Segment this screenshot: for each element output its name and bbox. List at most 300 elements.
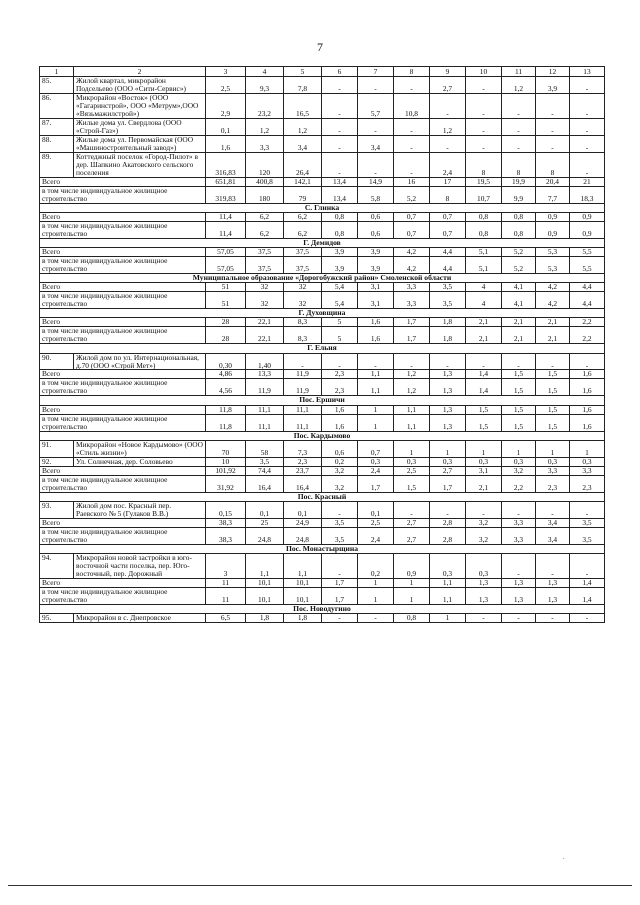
value-cell: 2,7 [394, 527, 430, 544]
value-cell: 37,5 [284, 257, 322, 274]
total-row [40, 248, 605, 257]
value-cell: 1,8 [430, 318, 466, 327]
value-cell: 0,1 [246, 501, 284, 518]
individual-housing-label: в том числе индивидуальное жилищное строительство [40, 292, 206, 309]
individual-housing-label: в том числе индивидуальное жилищное строительство [40, 257, 206, 274]
value-cell: 6,2 [246, 221, 284, 238]
value-cell: - [466, 118, 502, 135]
value-cell: 57,05 [206, 257, 246, 274]
column-number-header: 4 [246, 67, 284, 77]
value-cell: 1,2 [394, 379, 430, 396]
value-cell: 11 [206, 587, 246, 604]
section-header-row [40, 604, 605, 613]
value-cell: 3,1 [466, 466, 502, 475]
value-cell: 11,9 [284, 379, 322, 396]
value-cell: 0,1 [358, 501, 394, 518]
value-cell: - [358, 353, 394, 370]
value-cell: 2,1 [466, 327, 502, 344]
value-cell: 32 [284, 283, 322, 292]
value-cell: - [430, 93, 466, 118]
value-cell: 1 [536, 440, 570, 457]
value-cell: - [394, 118, 430, 135]
value-cell: 4,4 [430, 257, 466, 274]
value-cell: - [570, 353, 605, 370]
value-cell: 0,7 [394, 212, 430, 221]
value-cell: 2,7 [430, 466, 466, 475]
value-cell: 0,8 [322, 212, 358, 221]
value-cell: 1,3 [466, 578, 502, 587]
value-cell: 3,9 [322, 248, 358, 257]
value-cell: 18,3 [570, 186, 605, 203]
value-cell: 1 [466, 440, 502, 457]
value-cell: 0,1 [284, 501, 322, 518]
value-cell: 400,8 [246, 177, 284, 186]
value-cell: 5,2 [394, 186, 430, 203]
value-cell: - [466, 135, 502, 152]
individual-housing-row [40, 221, 605, 238]
section-header-row [40, 344, 605, 353]
object-name: Ул. Солнечная, дер. Соловьево [74, 457, 206, 466]
value-cell: 0,8 [394, 614, 430, 623]
value-cell: 1,6 [570, 370, 605, 379]
table-row [40, 457, 605, 466]
value-cell: 11,1 [246, 414, 284, 431]
section-title: Пос. Ершичи [40, 396, 605, 405]
object-name: Микрорайон в с. Днепровское [74, 614, 206, 623]
value-cell: - [322, 77, 358, 94]
column-number-header: 2 [74, 67, 206, 77]
value-cell: 2,1 [466, 475, 502, 492]
value-cell: - [570, 553, 605, 578]
value-cell: 1,2 [246, 118, 284, 135]
value-cell: 2,1 [536, 327, 570, 344]
value-cell: 1,6 [570, 379, 605, 396]
value-cell: 14,9 [358, 177, 394, 186]
value-cell: 1,5 [536, 405, 570, 414]
total-label: Всего [40, 578, 206, 587]
value-cell: 28 [206, 318, 246, 327]
value-cell: - [502, 93, 536, 118]
object-name: Микрорайон «Восток» (ООО «Гагаринстрой», ООО «Метрум»,ООО «Вязьмажилстрой») [74, 93, 206, 118]
value-cell: 0,6 [358, 212, 394, 221]
value-cell: - [394, 77, 430, 94]
value-cell: 3,5 [322, 518, 358, 527]
value-cell: - [466, 353, 502, 370]
value-cell: 2,8 [430, 518, 466, 527]
section-header-row [40, 431, 605, 440]
value-cell: 3,9 [536, 77, 570, 94]
value-cell: 16,4 [284, 475, 322, 492]
value-cell: 1,6 [358, 318, 394, 327]
value-cell: 0,8 [322, 221, 358, 238]
value-cell: 120 [246, 152, 284, 177]
column-number-header: 1 [40, 67, 74, 77]
value-cell: - [502, 118, 536, 135]
value-cell: 3,3 [246, 135, 284, 152]
total-label: Всего [40, 466, 206, 475]
value-cell: - [322, 118, 358, 135]
value-cell: 11,8 [206, 405, 246, 414]
total-label: Всего [40, 248, 206, 257]
value-cell: 32 [284, 292, 322, 309]
value-cell: 2,2 [570, 318, 605, 327]
value-cell: 0,3 [466, 553, 502, 578]
value-cell: 1,1 [358, 379, 394, 396]
value-cell: 1,7 [430, 475, 466, 492]
object-name: Микрорайон новой застройки в юго-восточной части поселка, пер. Юго-восточный, пер. Дорожный [74, 553, 206, 578]
value-cell: 1,3 [502, 587, 536, 604]
value-cell: 2,5 [358, 518, 394, 527]
value-cell: 1,3 [536, 578, 570, 587]
value-cell: - [570, 93, 605, 118]
value-cell: 4,4 [570, 292, 605, 309]
value-cell: 0,1 [206, 118, 246, 135]
value-cell: - [358, 152, 394, 177]
column-number-header: 11 [502, 67, 536, 77]
table-row [40, 501, 605, 518]
value-cell: 74,4 [246, 466, 284, 475]
value-cell: 2,2 [570, 327, 605, 344]
value-cell: 9,3 [246, 77, 284, 94]
total-row [40, 405, 605, 414]
value-cell: 4 [466, 292, 502, 309]
row-number: 85. [40, 77, 74, 94]
value-cell: - [502, 501, 536, 518]
value-cell: 142,1 [284, 177, 322, 186]
value-cell: 21 [570, 177, 605, 186]
value-cell: - [322, 614, 358, 623]
value-cell: 13,4 [322, 177, 358, 186]
value-cell: 0,2 [322, 457, 358, 466]
housing-construction-table [39, 66, 605, 623]
value-cell: 1 [394, 440, 430, 457]
value-cell: 3,4 [536, 518, 570, 527]
value-cell: 3,9 [322, 257, 358, 274]
value-cell: 3,3 [394, 292, 430, 309]
value-cell: - [570, 77, 605, 94]
value-cell: 1,1 [430, 587, 466, 604]
value-cell: 2,3 [322, 379, 358, 396]
total-label: Всего [40, 212, 206, 221]
section-header-row [40, 309, 605, 318]
value-cell: 1,6 [358, 327, 394, 344]
value-cell: 2,4 [430, 152, 466, 177]
value-cell: 8 [430, 186, 466, 203]
value-cell: - [322, 152, 358, 177]
row-number: 91. [40, 440, 74, 457]
section-title: Пос. Красный [40, 492, 605, 501]
value-cell: 37,5 [246, 248, 284, 257]
value-cell: 1,3 [430, 414, 466, 431]
value-cell: 3,5 [430, 283, 466, 292]
individual-housing-label: в том числе индивидуальное жилищное строительство [40, 587, 206, 604]
object-name: Жилые дома ул. Первомайская (ООО «Машиностроительный завод») [74, 135, 206, 152]
value-cell: - [394, 353, 430, 370]
value-cell: 5,1 [466, 248, 502, 257]
value-cell: 1,5 [502, 379, 536, 396]
value-cell: 25 [246, 518, 284, 527]
value-cell: 3,4 [536, 527, 570, 544]
page-number: 7 [317, 40, 323, 54]
object-name: Жилой дом по ул. Интернациональная, д.70 (ООО «Строй Мет») [74, 353, 206, 370]
value-cell: 1,7 [358, 475, 394, 492]
value-cell: 1 [358, 414, 394, 431]
total-row [40, 466, 605, 475]
table-row [40, 152, 605, 177]
total-row [40, 318, 605, 327]
value-cell: 4,2 [536, 283, 570, 292]
row-number: 90. [40, 353, 74, 370]
value-cell: 0,2 [358, 553, 394, 578]
value-cell: 5,2 [502, 248, 536, 257]
value-cell: - [466, 93, 502, 118]
value-cell: - [502, 135, 536, 152]
total-row [40, 370, 605, 379]
value-cell: 1,1 [358, 370, 394, 379]
total-label: Всего [40, 370, 206, 379]
section-header-row [40, 203, 605, 212]
value-cell: 1,2 [394, 370, 430, 379]
value-cell: 5,7 [358, 93, 394, 118]
value-cell: 1,6 [322, 414, 358, 431]
value-cell: - [394, 135, 430, 152]
row-number: 92. [40, 457, 74, 466]
value-cell: 37,5 [246, 257, 284, 274]
value-cell: 180 [246, 186, 284, 203]
section-header-row [40, 396, 605, 405]
value-cell: - [358, 118, 394, 135]
value-cell: 3,5 [570, 527, 605, 544]
value-cell: 1,6 [322, 405, 358, 414]
value-cell: 22,1 [246, 318, 284, 327]
value-cell: 1,8 [430, 327, 466, 344]
value-cell: 22,1 [246, 327, 284, 344]
value-cell: - [570, 614, 605, 623]
value-cell: 13,4 [322, 186, 358, 203]
value-cell: 20,4 [536, 177, 570, 186]
value-cell: 0,8 [466, 212, 502, 221]
value-cell: 17 [430, 177, 466, 186]
value-cell: 1,7 [394, 327, 430, 344]
value-cell: - [322, 501, 358, 518]
value-cell: 2,7 [430, 77, 466, 94]
value-cell: 24,9 [284, 518, 322, 527]
value-cell: 3,5 [430, 292, 466, 309]
value-cell: 1,5 [466, 405, 502, 414]
value-cell: - [394, 501, 430, 518]
value-cell: 31,92 [206, 475, 246, 492]
table-row [40, 118, 605, 135]
value-cell: 1,1 [284, 553, 322, 578]
value-cell: 1,3 [430, 370, 466, 379]
value-cell: 3,4 [358, 135, 394, 152]
value-cell: 23,7 [284, 466, 322, 475]
value-cell: 2,5 [394, 466, 430, 475]
value-cell: 2,3 [536, 475, 570, 492]
total-row [40, 518, 605, 527]
section-title: Муниципальное образование «Дорогобужский район» Смоленской области [40, 274, 605, 283]
value-cell: 4,2 [394, 248, 430, 257]
value-cell: 1,5 [502, 405, 536, 414]
value-cell: 0,3 [502, 457, 536, 466]
value-cell: 0,30 [206, 353, 246, 370]
value-cell: 1 [394, 587, 430, 604]
value-cell: 0,6 [322, 440, 358, 457]
value-cell: 1,7 [394, 318, 430, 327]
value-cell: 11,4 [206, 221, 246, 238]
value-cell: - [536, 614, 570, 623]
value-cell: 3 [206, 553, 246, 578]
value-cell: 4,56 [206, 379, 246, 396]
section-header-row [40, 544, 605, 553]
value-cell: 0,8 [466, 221, 502, 238]
value-cell: 7,8 [284, 77, 322, 94]
value-cell: 28 [206, 327, 246, 344]
value-cell: 4,2 [536, 292, 570, 309]
table-row [40, 553, 605, 578]
total-label: Всего [40, 177, 206, 186]
value-cell: 5,5 [570, 257, 605, 274]
object-name: Коттеджный поселок «Город-Пилот» в дер. Шапкино Акатовского сельского поселения [74, 152, 206, 177]
value-cell: 11,1 [246, 405, 284, 414]
value-cell: 1,2 [502, 77, 536, 94]
value-cell: 316,83 [206, 152, 246, 177]
value-cell: 9,9 [502, 186, 536, 203]
value-cell: 0,3 [358, 457, 394, 466]
section-header-row [40, 492, 605, 501]
value-cell: 0,3 [570, 457, 605, 466]
value-cell: 11,1 [284, 414, 322, 431]
value-cell: 1,5 [502, 414, 536, 431]
total-row [40, 578, 605, 587]
table-row [40, 135, 605, 152]
value-cell: 7,3 [284, 440, 322, 457]
value-cell: 10,1 [284, 587, 322, 604]
value-cell: 1,4 [570, 578, 605, 587]
value-cell: 1 [430, 614, 466, 623]
value-cell: 2,1 [502, 318, 536, 327]
value-cell: 5,4 [322, 283, 358, 292]
value-cell: 1 [358, 405, 394, 414]
section-title: Пос. Кардымово [40, 431, 605, 440]
value-cell: 6,2 [246, 212, 284, 221]
value-cell: 1,4 [466, 379, 502, 396]
value-cell: 1,3 [502, 578, 536, 587]
value-cell: 24,8 [246, 527, 284, 544]
value-cell: - [536, 118, 570, 135]
value-cell: 4,1 [502, 283, 536, 292]
value-cell: 3,2 [322, 475, 358, 492]
individual-housing-label: в том числе индивидуальное жилищное строительство [40, 221, 206, 238]
table-row [40, 440, 605, 457]
value-cell: - [536, 501, 570, 518]
value-cell: 10,1 [246, 587, 284, 604]
value-cell: 1 [502, 440, 536, 457]
value-cell: 16 [394, 177, 430, 186]
value-cell: - [570, 152, 605, 177]
value-cell: 2,1 [536, 318, 570, 327]
value-cell: 2,1 [502, 327, 536, 344]
value-cell: 1,5 [502, 370, 536, 379]
value-cell: 3,9 [358, 257, 394, 274]
value-cell: 2,9 [206, 93, 246, 118]
value-cell: 16,4 [246, 475, 284, 492]
value-cell: 0,3 [430, 457, 466, 466]
value-cell: 4,4 [570, 283, 605, 292]
value-cell: 5,3 [536, 257, 570, 274]
value-cell: 5,4 [322, 292, 358, 309]
value-cell: 2,3 [284, 457, 322, 466]
value-cell: 51 [206, 292, 246, 309]
value-cell: 0,9 [570, 221, 605, 238]
value-cell: 23,2 [246, 93, 284, 118]
value-cell: 32 [246, 283, 284, 292]
value-cell: 24,8 [284, 527, 322, 544]
object-name: Жилой квартал, микрорайон Подсельево (ООО «Сити-Сервис») [74, 77, 206, 94]
value-cell: 1,6 [570, 414, 605, 431]
value-cell: 70 [206, 440, 246, 457]
value-cell: 1,4 [570, 587, 605, 604]
column-number-header: 6 [322, 67, 358, 77]
value-cell: 0,9 [570, 212, 605, 221]
value-cell: 4,2 [394, 257, 430, 274]
section-title: Г. Демидов [40, 238, 605, 247]
value-cell: - [502, 353, 536, 370]
total-label: Всего [40, 283, 206, 292]
value-cell: 3,3 [394, 283, 430, 292]
value-cell: 5,1 [466, 257, 502, 274]
value-cell: 2,7 [394, 518, 430, 527]
value-cell: 1 [430, 440, 466, 457]
value-cell: - [466, 77, 502, 94]
total-label: Всего [40, 318, 206, 327]
value-cell: 0,7 [394, 221, 430, 238]
value-cell: - [536, 93, 570, 118]
value-cell: - [536, 353, 570, 370]
value-cell: - [570, 501, 605, 518]
row-number: 94. [40, 553, 74, 578]
value-cell: - [394, 152, 430, 177]
individual-housing-row [40, 257, 605, 274]
section-title: С. Глинка [40, 203, 605, 212]
value-cell: 101,92 [206, 466, 246, 475]
value-cell: 1 [358, 587, 394, 604]
table-row [40, 614, 605, 623]
value-cell: 3,9 [358, 248, 394, 257]
value-cell: 1,5 [536, 370, 570, 379]
value-cell: - [322, 353, 358, 370]
value-cell: - [536, 135, 570, 152]
value-cell: - [570, 135, 605, 152]
value-cell: 11,4 [206, 212, 246, 221]
total-label: Всего [40, 405, 206, 414]
value-cell: 4,1 [502, 292, 536, 309]
column-number-header: 5 [284, 67, 322, 77]
value-cell: 1,40 [246, 353, 284, 370]
individual-housing-label: в том числе индивидуальное жилищное строительство [40, 327, 206, 344]
value-cell: 1,1 [394, 405, 430, 414]
table-header-row [40, 67, 605, 77]
value-cell: 3,5 [322, 527, 358, 544]
section-title: Г. Ельня [40, 344, 605, 353]
value-cell: 3,2 [466, 527, 502, 544]
value-cell: 3,3 [570, 466, 605, 475]
value-cell: 5,8 [358, 186, 394, 203]
row-number: 93. [40, 501, 74, 518]
value-cell: 58 [246, 440, 284, 457]
value-cell: - [466, 501, 502, 518]
column-number-header: 9 [430, 67, 466, 77]
